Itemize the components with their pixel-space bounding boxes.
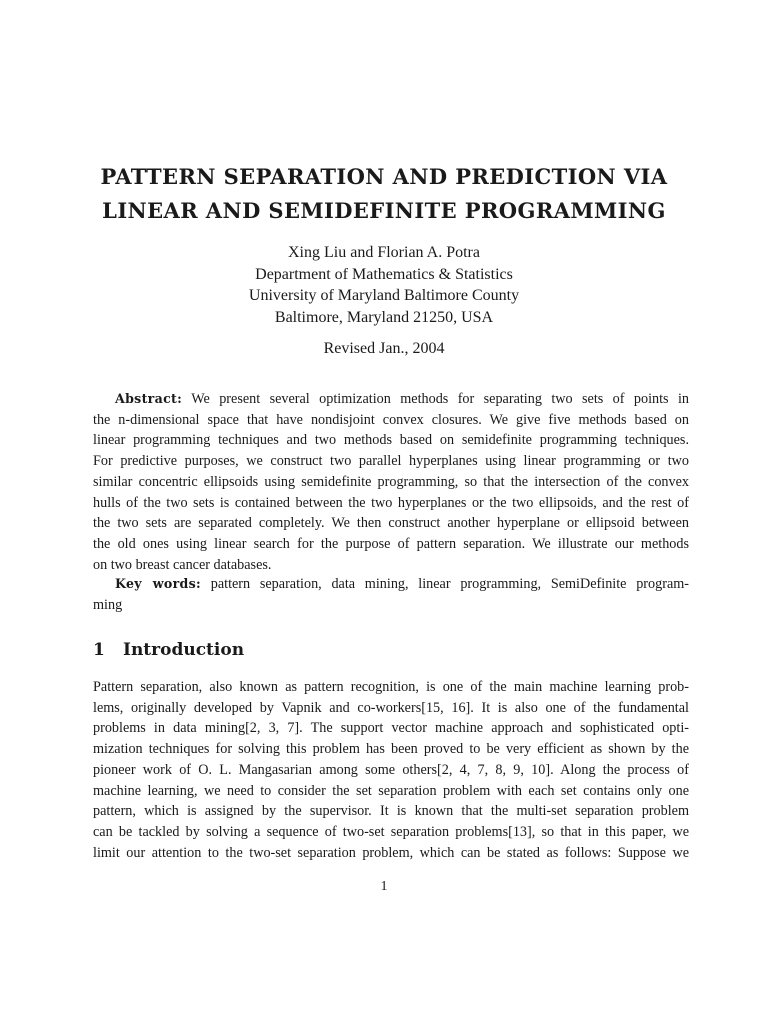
revision-date: Revised Jan., 2004 — [323, 340, 445, 357]
title-line-2: LINEAR AND SEMIDEFINITE PROGRAMMING — [102, 198, 666, 223]
introduction-line: machine learning, we need to consider the set separation problem with each set contains only one — [93, 782, 689, 799]
introduction-line: Pattern separation, also known as pattern recognition, is one of the main machine learning prob- — [93, 679, 689, 695]
paper-title — [0, 160, 768, 228]
author-department: Department of Mathematics & Statistics — [255, 265, 513, 283]
section-number: 1 — [93, 640, 105, 660]
abstract-line: linear programming techniques and two methods based on semidefinite programming techniques. — [93, 432, 689, 449]
introduction-line: lems, originally developed by Vapnik and co-workers[15, 16]. It is also one of the fundamental — [93, 699, 689, 716]
keywords — [93, 574, 689, 615]
introduction-body — [93, 677, 689, 863]
abstract-line: hulls of the two sets is contained between the two hyperplanes or the two ellipsoids, and the rest of — [93, 494, 689, 511]
abstract-label: Abstract: — [115, 391, 183, 406]
title-line-1: PATTERN SEPARATION AND PREDICTION VIA — [100, 164, 668, 189]
keywords-line: ming — [93, 596, 123, 613]
introduction-line: problems in data mining[2, 3, 7]. The support vector machine approach and sophisticated opti- — [93, 720, 689, 737]
section-heading-introduction — [93, 638, 244, 662]
introduction-line: can be tackled by solving a sequence of two-set separation problems[13], so that in this paper, we — [93, 823, 689, 840]
abstract-line: the old ones using linear search for the purpose of pattern separation. We illustrate our methods — [93, 535, 689, 552]
abstract-line: For predictive purposes, we construct two parallel hyperplanes using linear programming or two — [93, 453, 689, 470]
abstract-line: the n-dimensional space that have nondisjoint convex closures. We give five methods based on — [93, 411, 689, 428]
abstract-line: similar concentric ellipsoids using semidefinite programming, so that the intersection of the convex — [93, 473, 689, 490]
abstract-line: the two sets are separated completely. We then construct another hyperplane or ellipsoid between — [93, 515, 689, 532]
section-title: Introduction — [123, 640, 245, 660]
abstract — [93, 389, 689, 575]
introduction-line: pattern, which is assigned by the supervisor. It is known that the multi-set separation problem — [93, 803, 689, 820]
abstract-line: on two breast cancer databases. — [93, 556, 272, 573]
author-block — [0, 242, 768, 328]
author-university: University of Maryland Baltimore County — [248, 287, 520, 304]
abstract-line: Abstract: We present several optimization methods for separating two sets of points in — [115, 391, 689, 407]
keywords-line: Key words: pattern separation, data mining, linear programming, SemiDefinite program- — [115, 576, 689, 592]
keywords-label: Key words: — [115, 576, 201, 591]
author-address: Baltimore, Maryland 21250, USA — [274, 308, 494, 326]
introduction-line: mization techniques for solving this problem has been proved to be very efficient as shown by the — [93, 741, 689, 758]
introduction-line: limit our attention to the two-set separation problem, which can be stated as follows: Suppose we — [93, 844, 689, 861]
page-number: 1 — [380, 879, 388, 894]
introduction-line: pioneer work of O. L. Mangasarian among some others[2, 4, 7, 8, 9, 10]. Along the process of — [93, 761, 689, 778]
author-names: Xing Liu and Florian A. Potra — [288, 244, 480, 261]
